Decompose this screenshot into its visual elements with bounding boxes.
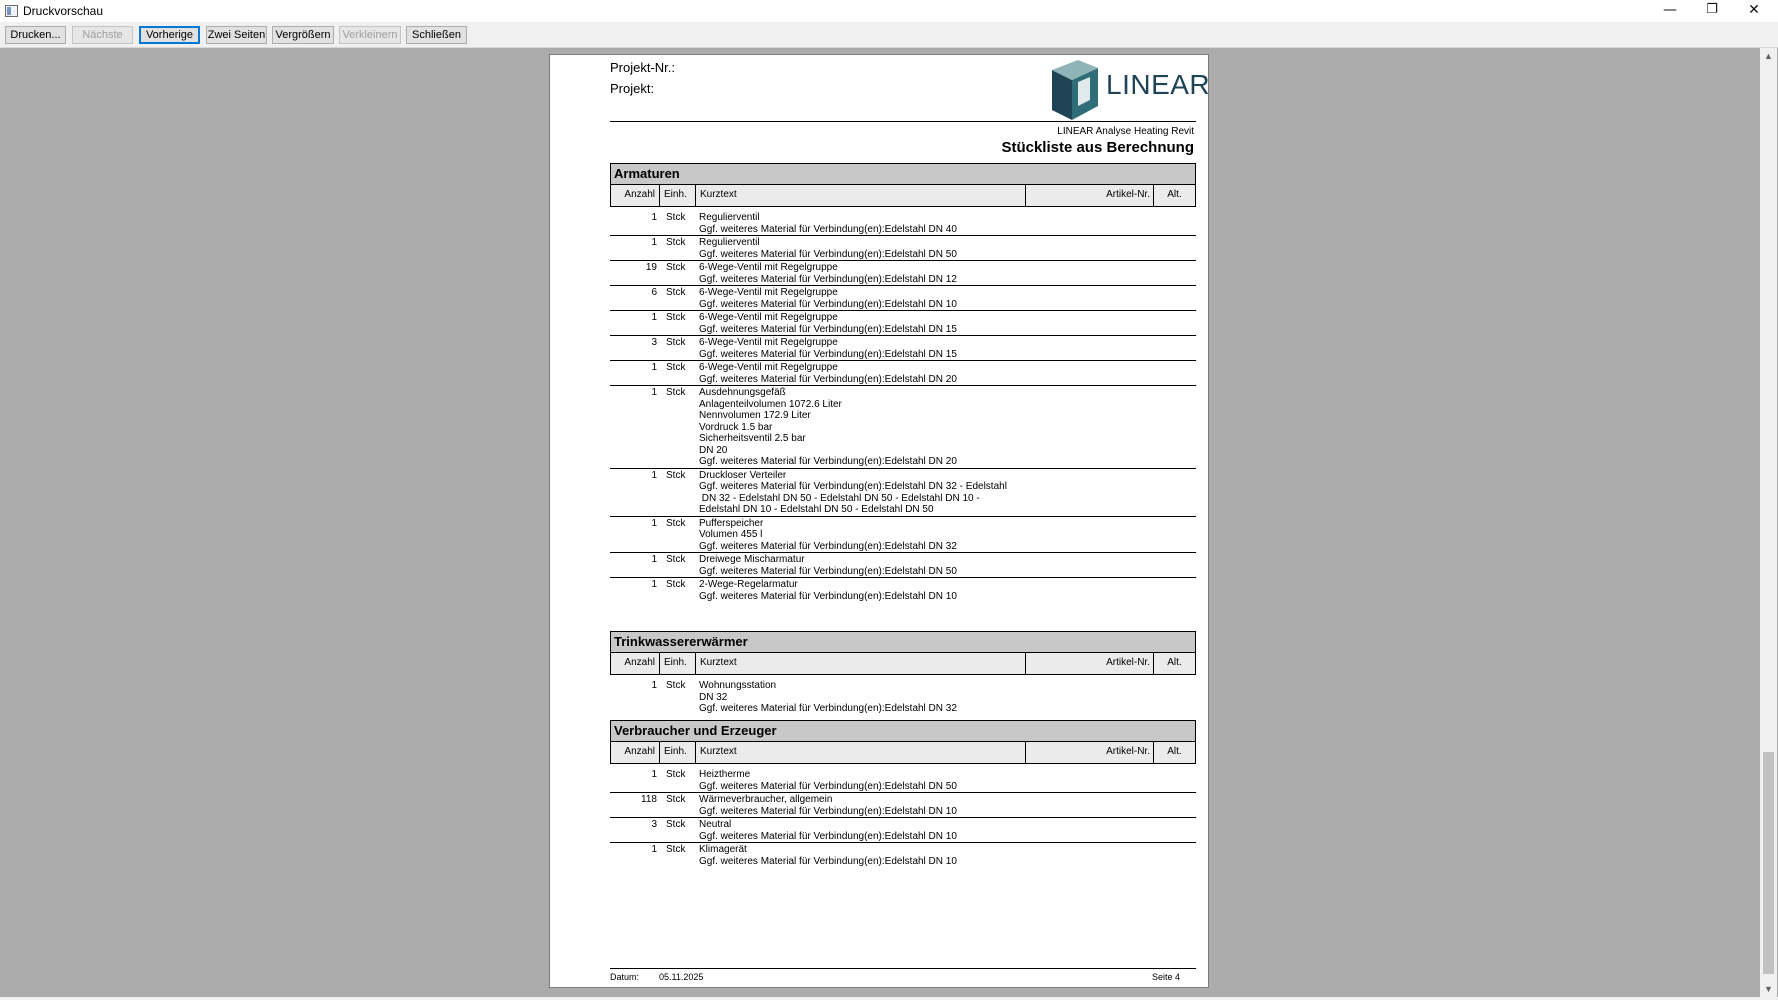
column-kurztext: Kurztext: [696, 653, 1026, 674]
section-trinkwassererwaermer: [610, 631, 1196, 715]
row-text: 6-Wege-Ventil mit Regelgruppe Ggf. weiteres Material für Verbindung(en):Edelstahl DN 12: [699, 262, 957, 285]
row-quantity: 19: [645, 262, 657, 273]
section-heading: Armaturen: [610, 163, 1196, 185]
row-quantity: 3: [651, 819, 657, 830]
column-artikel-nr: Artikel-Nr.: [1026, 742, 1154, 763]
column-alt: Alt.: [1167, 189, 1182, 200]
zoom-out-button[interactable]: Verkleinern: [339, 26, 401, 44]
row-quantity: 3: [651, 337, 657, 348]
header-divider: [610, 121, 1196, 122]
row-quantity: 1: [651, 680, 657, 691]
row-quantity: 1: [651, 312, 657, 323]
row-unit: Stck: [666, 287, 686, 298]
column-artikel-nr: Artikel-Nr.: [1026, 653, 1154, 674]
previous-page-button[interactable]: Vorherige: [139, 26, 200, 44]
footer-divider: [610, 968, 1196, 969]
table-row: [610, 553, 1196, 578]
row-unit: Stck: [666, 819, 686, 830]
table-row: [610, 386, 1196, 469]
row-unit: Stck: [666, 844, 686, 855]
linear-logo-icon: [1050, 60, 1102, 120]
column-anzahl: Anzahl: [611, 653, 660, 674]
row-text: 6-Wege-Ventil mit Regelgruppe Ggf. weiteres Material für Verbindung(en):Edelstahl DN 15: [699, 312, 957, 335]
row-quantity: 6: [651, 287, 657, 298]
restore-button[interactable]: ❐: [1706, 2, 1718, 17]
column-einheit: Einh.: [660, 653, 696, 674]
row-quantity: 1: [651, 769, 657, 780]
scroll-up-arrow-icon[interactable]: ▲: [1764, 51, 1773, 61]
footer-date-label: Datum:: [610, 972, 640, 982]
project-label: Projekt:: [610, 81, 655, 96]
scroll-down-arrow-icon[interactable]: ▼: [1764, 984, 1773, 994]
table-row: [610, 517, 1196, 554]
table-row: [610, 768, 1196, 793]
report-subtitle: LINEAR Analyse Heating Revit: [1057, 126, 1194, 137]
column-anzahl: Anzahl: [611, 185, 660, 206]
table-row: [610, 336, 1196, 361]
report-title: Stückliste aus Berechnung: [1001, 139, 1194, 156]
row-text: Wohnungsstation DN 32 Ggf. weiteres Material für Verbindung(en):Edelstahl DN 32: [699, 680, 957, 714]
print-button[interactable]: Drucken...: [5, 26, 66, 44]
row-text: Druckloser Verteiler Ggf. weiteres Material für Verbindung(en):Edelstahl DN 32 - Edelstahl DN 32 - Edelstahl DN 50 - Edelstahl DN 50 - Edelstahl DN 10 - Edelstahl DN 10 - Edelstahl DN 50 - Edelstahl DN 50: [699, 469, 1007, 515]
row-quantity: 1: [651, 362, 657, 373]
row-unit: Stck: [666, 794, 686, 805]
table-row: [610, 261, 1196, 286]
row-text: Pufferspeicher Volumen 455 l Ggf. weiteres Material für Verbindung(en):Edelstahl DN 32: [699, 517, 957, 552]
row-quantity: 1: [651, 212, 657, 223]
row-text: Ausdehnungsgefäß Anlagenteilvolumen 1072.6 Liter Nennvolumen 172.9 Liter Vordruck 1.5 bar Sicherheitsventil 2.5 bar DN 20 Ggf. weiteres Material für Verbindung(en):Edelstahl DN 20: [699, 387, 957, 467]
row-text: Klimagerät Ggf. weiteres Material für Verbindung(en):Edelstahl DN 10: [699, 844, 957, 867]
row-quantity: 118: [641, 794, 657, 805]
column-kurztext: Kurztext: [696, 185, 1026, 206]
column-header-row: [610, 742, 1196, 764]
row-unit: Stck: [666, 387, 686, 398]
footer-page-number: Seite 4: [1152, 972, 1181, 982]
column-artikel-nr: Artikel-Nr.: [1026, 185, 1154, 206]
table-row: [610, 236, 1196, 261]
project-number-label: Projekt-Nr.:: [610, 60, 676, 75]
window-title: Druckvorschau: [23, 4, 104, 18]
close-preview-button[interactable]: Schließen: [406, 26, 467, 44]
table-row: [610, 818, 1196, 843]
preview-page: [549, 54, 1209, 988]
row-quantity: 1: [651, 237, 657, 248]
scrollbar-thumb[interactable]: [1763, 752, 1774, 974]
two-pages-button[interactable]: Zwei Seiten: [206, 26, 267, 44]
row-text: Regulierventil Ggf. weiteres Material für Verbindung(en):Edelstahl DN 40: [699, 212, 957, 235]
row-text: 6-Wege-Ventil mit Regelgruppe Ggf. weiteres Material für Verbindung(en):Edelstahl DN 10: [699, 287, 957, 310]
column-header-row: [610, 185, 1196, 207]
item-list: [610, 207, 1196, 602]
close-window-button[interactable]: ✕: [1748, 2, 1760, 18]
table-row: [610, 843, 1196, 867]
item-list: [610, 675, 1196, 715]
column-einheit: Einh.: [660, 185, 696, 206]
row-unit: Stck: [666, 212, 686, 223]
zoom-in-button[interactable]: Vergrößern: [272, 26, 334, 44]
row-text: Neutral Ggf. weiteres Material für Verbindung(en):Edelstahl DN 10: [699, 819, 957, 842]
vertical-scrollbar[interactable]: [1760, 48, 1777, 998]
column-anzahl: Anzahl: [611, 742, 660, 763]
row-text: Regulierventil Ggf. weiteres Material für Verbindung(en):Edelstahl DN 50: [699, 237, 957, 260]
row-unit: Stck: [666, 469, 686, 481]
column-alt: Alt.: [1167, 657, 1182, 668]
row-unit: Stck: [666, 680, 686, 691]
table-row: [610, 211, 1196, 236]
column-einheit: Einh.: [660, 742, 696, 763]
logo-text: LINEAR: [1106, 69, 1211, 100]
table-row: [610, 793, 1196, 818]
row-unit: Stck: [666, 262, 686, 273]
table-row: [610, 286, 1196, 311]
item-list: [610, 764, 1196, 867]
table-row: [610, 361, 1196, 386]
section-heading: Trinkwassererwärmer: [610, 631, 1196, 653]
row-text: 2-Wege-Regelarmatur Ggf. weiteres Material für Verbindung(en):Edelstahl DN 10: [699, 579, 957, 602]
column-alt: Alt.: [1167, 746, 1182, 757]
column-header-row: [610, 653, 1196, 675]
toolbar: [0, 22, 1778, 48]
column-kurztext: Kurztext: [696, 742, 1026, 763]
row-quantity: 1: [651, 554, 657, 565]
table-row: [610, 578, 1196, 602]
row-text: 6-Wege-Ventil mit Regelgruppe Ggf. weiteres Material für Verbindung(en):Edelstahl DN 20: [699, 362, 957, 385]
row-unit: Stck: [666, 337, 686, 348]
row-unit: Stck: [666, 554, 686, 565]
table-row: [610, 311, 1196, 336]
minimize-button[interactable]: —: [1663, 2, 1677, 18]
row-quantity: 1: [651, 517, 657, 529]
print-preview-icon: [5, 5, 18, 17]
row-unit: Stck: [666, 769, 686, 780]
row-unit: Stck: [666, 362, 686, 373]
section-heading: Verbraucher und Erzeuger: [610, 720, 1196, 742]
title-bar: [0, 0, 1778, 22]
row-quantity: 1: [651, 579, 657, 590]
row-unit: Stck: [666, 237, 686, 248]
row-unit: Stck: [666, 312, 686, 323]
row-text: 6-Wege-Ventil mit Regelgruppe Ggf. weiteres Material für Verbindung(en):Edelstahl DN 15: [699, 337, 957, 360]
row-quantity: 1: [651, 469, 657, 481]
section-armaturen: [610, 163, 1196, 602]
table-row: [610, 469, 1196, 517]
row-text: Dreiwege Mischarmatur Ggf. weiteres Material für Verbindung(en):Edelstahl DN 50: [699, 554, 957, 577]
row-quantity: 1: [651, 844, 657, 855]
next-page-button[interactable]: Nächste: [72, 26, 133, 44]
section-verbraucher-und-erzeuger: [610, 720, 1196, 867]
row-text: Wärmeverbraucher, allgemein Ggf. weiteres Material für Verbindung(en):Edelstahl DN 10: [699, 794, 957, 817]
footer-date: 05.11.2025: [659, 972, 704, 982]
row-quantity: 1: [651, 387, 657, 398]
row-unit: Stck: [666, 579, 686, 590]
table-row: [610, 679, 1196, 715]
row-unit: Stck: [666, 517, 686, 529]
row-text: Heiztherme Ggf. weiteres Material für Verbindung(en):Edelstahl DN 50: [699, 769, 957, 792]
